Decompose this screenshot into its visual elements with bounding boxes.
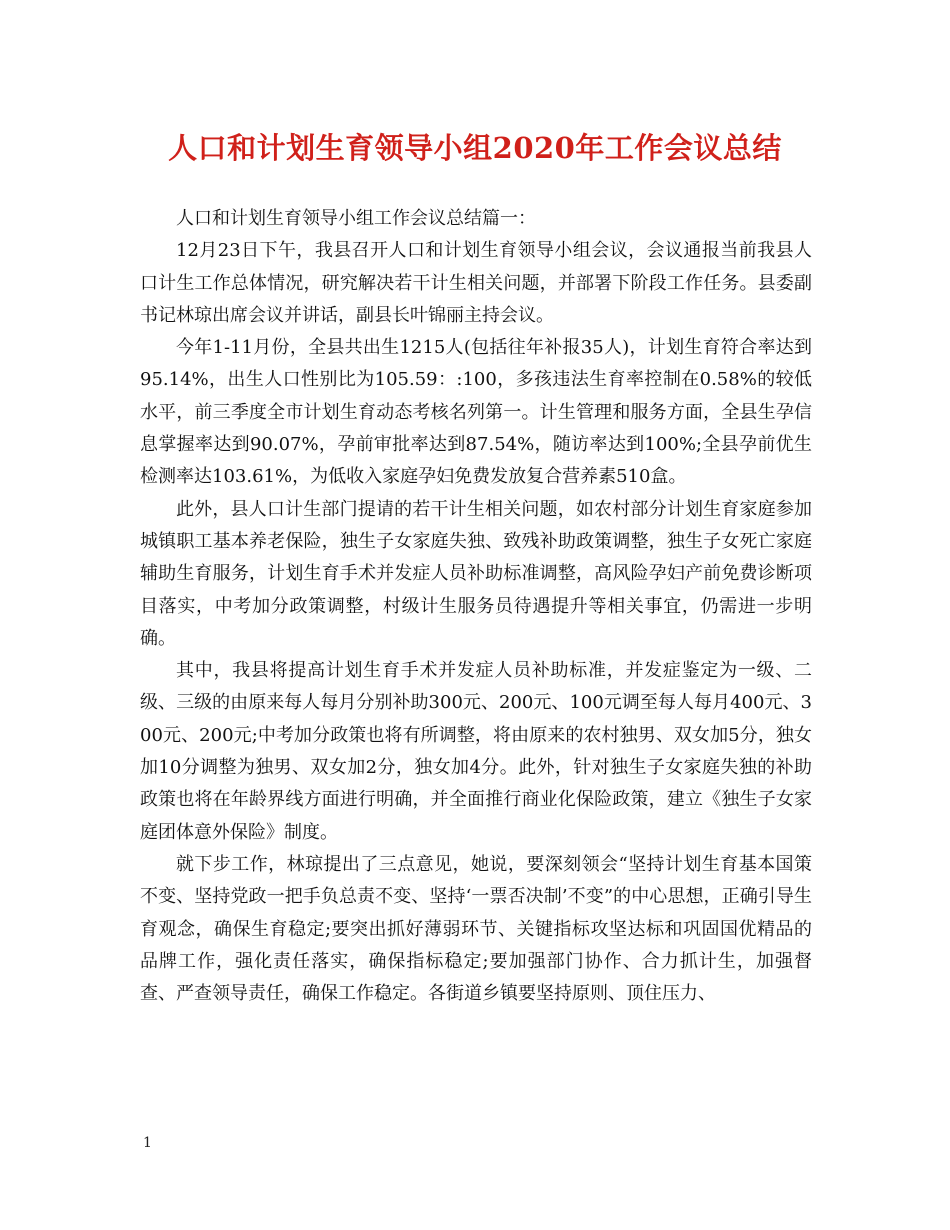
paragraph: 其中，我县将提高计划生育手术并发症人员补助标准，并发症鉴定为一级、二级、三级的由原来每人每月分别补助300元、200元、100元调至每人每月400元、300元、200元;中考加分政策也将有所调整，将由原来的农村独男、双女加5分，独女加10分调整为独男、双女加2分，独女加4分。此外，针对独生子女家庭失独的补助政策也将在年龄界线方面进行明确，并全面推行商业化保险政策，建立《独生子女家庭团体意外保险》制度。 <box>140 660 812 843</box>
paragraph: 今年1-11月份，全县共出生1215人(包括往年补报35人)，计划生育符合率达到95.14%，出生人口性别比为105.59：:100，多孩违法生育率控制在0.58%的较低水平，前三季度全市计划生育动态考核名列第一。计生管理和服务方面，全县生孕信息掌握率达到90.07%，孕前审批率达到87.54%，随访率达到100%;全县孕前优生检测率达103.61%，为低收入家庭孕妇免费发放复合营养素510盒。 <box>140 337 812 488</box>
document-body <box>140 203 812 1010</box>
paragraph-heading: 人口和计划生育领导小组工作会议总结篇一： <box>176 208 536 229</box>
page-number: 1 <box>143 1135 152 1151</box>
paragraph: 就下步工作，林琼提出了三点意见，她说，要深刻领会“坚持计划生育基本国策不变、坚持党政一把手负总责不变、坚持‘一票否决制’不变”的中心思想，正确引导生育观念，确保生育稳定;要突出抓好薄弱环节、关键指标攻坚达标和巩固国优精品的品牌工作，强化责任落实，确保指标稳定;要加强部门协作、合力抓计生，加强督查、严查领导责任，确保工作稳定。各街道乡镇要坚持原则、顶住压力、 <box>140 853 812 1005</box>
paragraph: 此外，县人口计生部门提请的若干计生相关问题，如农村部分计划生育家庭参加城镇职工基本养老保险，独生子女家庭失独、致残补助政策调整，独生子女死亡家庭辅助生育服务，计划生育手术并发症人员补助标准调整，高风险孕妇产前免费诊断项目落实，中考加分政策调整，村级计生服务员待遇提升等相关事宜，仍需进一步明确。 <box>140 498 812 649</box>
document-title: 人口和计划生育领导小组2020年工作会议总结 <box>168 131 782 165</box>
paragraph: 12月23日下午，我县召开人口和计划生育领导小组会议，会议通报当前我县人口计生工作总体情况，研究解决若干计生相关问题，并部署下阶段工作任务。县委副书记林琼出席会议并讲话，副县长叶锦丽主持会议。 <box>140 240 812 326</box>
